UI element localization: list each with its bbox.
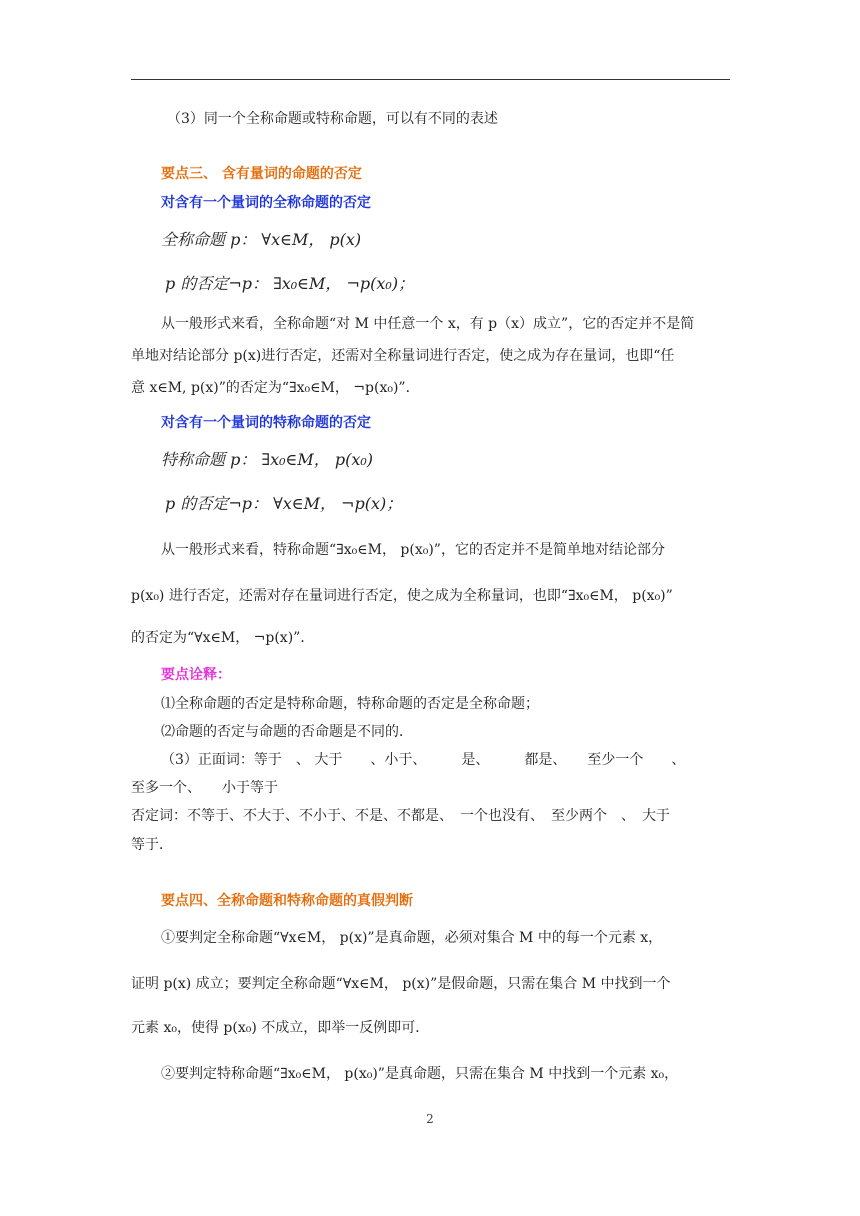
formula-universal: 全称命题 p： ∀x∈M， p(x) — [161, 230, 362, 249]
formula-existential: 特称命题 p： ∃x₀∈M， p(x₀) — [161, 450, 374, 469]
section-heading-4: 要点四、全称命题和特称命题的真假判断 — [161, 893, 413, 909]
line-1: （3）同一个全称命题或特称命题，可以有不同的表述 — [167, 111, 498, 127]
page-number: 2 — [426, 1112, 434, 1126]
paragraph-1-line-2: 单地对结论部分 p(x)进行否定，还需对全称量词进行否定，使之成为存在量词，也即“任 — [131, 348, 675, 364]
paragraph-2-line-1: 从一般形式来看，特称命题“∃x₀∈M， p(x₀)”，它的否定并不是简单地对结论部分 — [161, 542, 665, 558]
formula-existential-negation: p 的否定¬p： ∀x∈M， ¬p(x)； — [165, 494, 403, 513]
paragraph-3-line-1: ①要判定全称命题“∀x∈M， p(x)”是真命题，必须对集合 M 中的每一个元素 x， — [161, 930, 663, 946]
note-item-3-line-1: （3）正面词：等于 、 大于 、小于、 是、 都是、 至少一个 、 — [161, 752, 686, 768]
paragraph-1-line-3: 意 x∈M, p(x)”的否定为“∃x₀∈M， ¬p(x₀)”． — [131, 380, 420, 396]
paragraph-3-line-2: 证明 p(x) 成立；要判定全称命题“∀x∈M， p(x)”是假命题，只需在集合 M 中找到一个 — [131, 976, 671, 992]
subheading-universal-negation: 对含有一个量词的全称命题的否定 — [161, 195, 371, 211]
note-item-3-line-2: 至多一个、 小于等于 — [131, 780, 278, 796]
note-item-3-line-4: 等于． — [131, 837, 173, 853]
note-item-1: ⑴全称命题的否定是特称命题，特称命题的否定是全称命题； — [161, 696, 539, 712]
note-item-3-line-3: 否定词：不等于、不大于、不小于、不是、不都是、 一个也没有、 至少两个 、 大于 — [131, 808, 670, 824]
paragraph-3-line-3: 元素 x₀，使得 p(x₀) 不成立，即举一反例即可． — [131, 1020, 430, 1036]
subheading-existential-negation: 对含有一个量词的特称命题的否定 — [161, 415, 371, 431]
paragraph-2-line-2: p(x₀) 进行否定，还需对存在量词进行否定，使之成为全称量词，也即“∃x₀∈M， p(x₀)” — [131, 588, 673, 604]
note-heading: 要点诠释： — [161, 667, 231, 683]
formula-universal-negation: p 的否定¬p： ∃x₀∈M， ¬p(x₀)； — [165, 274, 415, 293]
paragraph-4-line-1: ②要判定特称命题“∃x₀∈M， p(x₀)”是真命题，只需在集合 M 中找到一个元素 x₀， — [161, 1066, 679, 1082]
header-rule — [131, 79, 730, 80]
paragraph-2-line-3: 的否定为“∀x∈M， ¬p(x)”． — [131, 630, 315, 646]
section-heading-3: 要点三、 含有量词的命题的否定 — [161, 166, 362, 182]
note-item-2: ⑵命题的否定与命题的否命题是不同的． — [161, 724, 413, 740]
paragraph-1-line-1: 从一般形式来看，全称命题“对 M 中任意一个 x，有 p（x）成立”，它的否定并不是简 — [161, 316, 695, 332]
